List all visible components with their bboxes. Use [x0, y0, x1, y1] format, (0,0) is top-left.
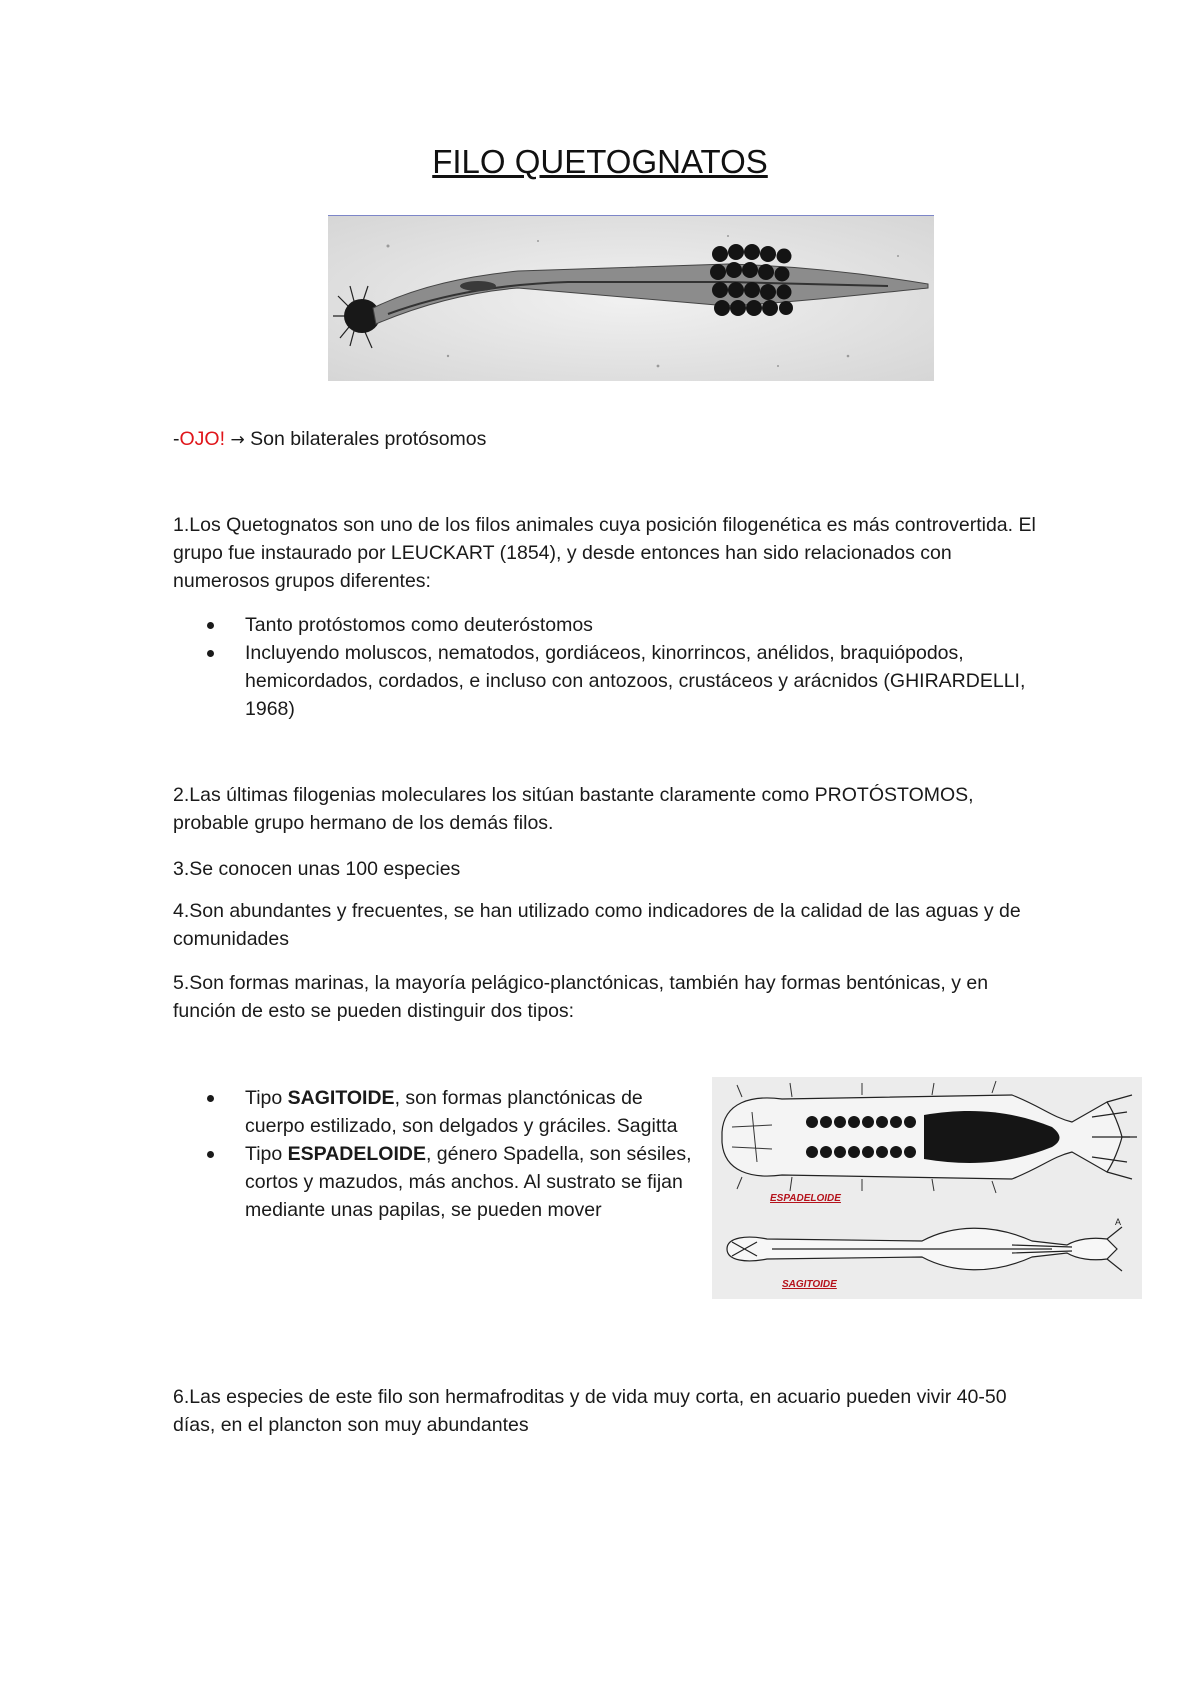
- label-espadeloide: ESPADELOIDE: [770, 1193, 841, 1204]
- arrow-right-icon: →: [230, 430, 245, 450]
- list-item: [173, 1140, 693, 1224]
- paragraph-2: 2.Las últimas filogenias moleculares los sitúan bastante claramente como PROTÓSTOMOS, probable grupo hermano de los demás filos.: [173, 784, 974, 834]
- paragraph-1: 1.Los Quetognatos son uno de los filos animales cuya posición filogenética es más controvertida. El grupo fue instaurado por LEUCKART (1854), y desde entonces han sido relacionados con numerosos grupos diferentes:: [173, 514, 1036, 592]
- bullet-icon: [207, 1095, 214, 1102]
- type-prefix: Tipo: [245, 1087, 288, 1109]
- list-item: [173, 639, 1033, 723]
- paragraph-3: 3.Se conocen unas 100 especies: [173, 858, 461, 880]
- type-name: SAGITOIDE: [287, 1087, 395, 1109]
- bullet-list-1: [173, 611, 1033, 723]
- bullet-icon: [207, 1151, 214, 1158]
- ojo-dash: -: [173, 428, 180, 450]
- list-item: [173, 611, 1033, 639]
- list-item: [173, 1084, 693, 1140]
- bullet-list-2: [173, 1084, 693, 1224]
- ojo-note: [173, 425, 486, 454]
- chaetognath-photo-icon: [328, 215, 934, 381]
- ojo-text: Son bilaterales protósomos: [244, 428, 487, 450]
- list-item-text: Incluyendo moluscos, nematodos, gordiáceos, kinorrincos, anélidos, braquiópodos, hemicordados, cordados, e incluso con antozoos, crustáceos y arácnidos (GHIRARDELLI, 1968): [245, 642, 1026, 720]
- chaetognath-types-drawing-icon: [712, 1077, 1142, 1299]
- bullet-icon: [207, 622, 214, 629]
- paragraph-5: 5.Son formas marinas, la mayoría pelágico-planctónicas, también hay formas bentónicas, y en función de esto se pueden distinguir dos tipos:: [173, 972, 989, 1022]
- bullet-icon: [207, 650, 214, 657]
- type-description: , son formas planctónicas de cuerpo estilizado, son delgados y gráciles. Sagitta: [245, 1087, 678, 1137]
- label-sagitoide: SAGITOIDE: [782, 1279, 837, 1290]
- ojo-warning: OJO!: [179, 428, 226, 450]
- page-title: FILO QUETOGNATOS: [432, 143, 768, 180]
- paragraph-4: 4.Son abundantes y frecuentes, se han utilizado como indicadores de la calidad de las aguas y de comunidades: [173, 900, 1021, 950]
- paragraph-6: 6.Las especies de este filo son hermafroditas y de vida muy corta, en acuario pueden vivir 40-50 días, en el plancton son muy abundantes: [173, 1386, 1007, 1436]
- label-a: A: [1115, 1217, 1122, 1227]
- type-name: ESPADELOIDE: [287, 1143, 426, 1165]
- type-prefix: Tipo: [245, 1143, 288, 1165]
- list-item-text: Tanto protóstomos como deuteróstomos: [245, 614, 593, 636]
- type-description: , género Spadella, son sésiles, cortos y mazudos, más anchos. Al sustrato se fijan mediante unas papilas, se pueden mover: [245, 1143, 692, 1221]
